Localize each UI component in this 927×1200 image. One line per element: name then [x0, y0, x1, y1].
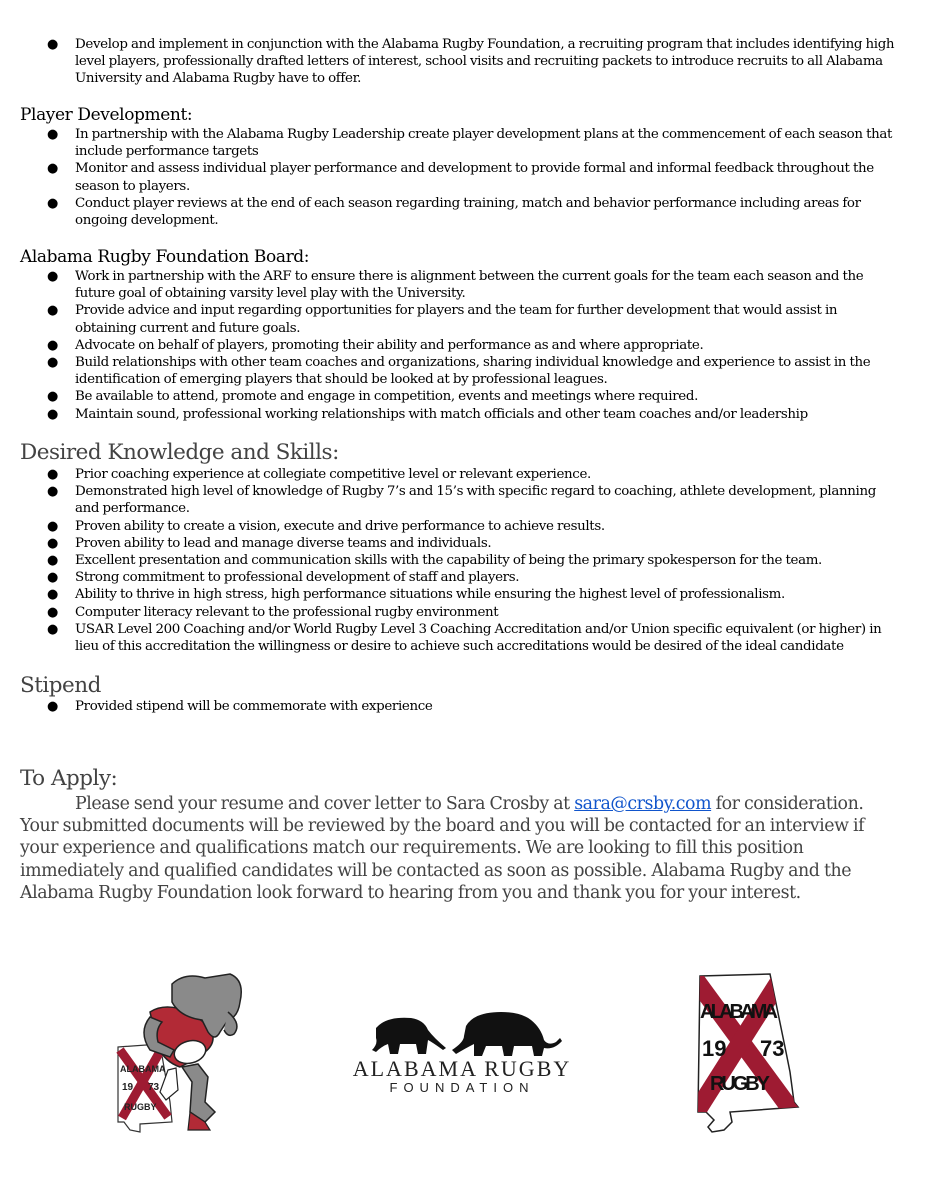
- bullet-icon: ●: [47, 535, 58, 551]
- section-heading-player-development: Player Development:: [20, 105, 193, 125]
- foundation-logo-title: ALABAMA RUGBY: [352, 1056, 572, 1081]
- list-item: ● Work in partnership with the ARF to ensure there is alignment between the current goals for the team each season and the future goal of obtaining varsity level play with the University.: [47, 269, 864, 302]
- list-item: ● Strong commitment to professional development of staff and players.: [47, 570, 520, 586]
- bullet-icon: ●: [47, 355, 58, 371]
- player-development-section: [0, 126, 927, 229]
- apply-paragraph: Please send your resume and cover letter to Sara Crosby at sara@crsby.com for consideration. Your submitted documents will be reviewed by the board and you will be contacted for an interview if your experience and qualifications match our requirements. We are looking to fill this position immediately and qualified candidates will be contacted as soon as possible. Alabama Rugby and the Alabama Rugby Foundation look forward to hearing from you and thank you for your interest.: [20, 794, 865, 903]
- section-heading-stipend: Stipend: [20, 673, 101, 698]
- email-link[interactable]: sara@crsby.com: [574, 794, 712, 814]
- list-item: ● USAR Level 200 Coaching and/or World Rugby Level 3 Coaching Accreditation and/or Union specific equivalent (or higher) in lieu of this accreditation the willingness or desire to achieve such accreditations would be desired of the ideal candidate: [47, 621, 882, 655]
- svg-text:ALABAMA: ALABAMA: [700, 1001, 778, 1023]
- intro-section: [0, 36, 927, 88]
- svg-text:ALABAMA: ALABAMA: [120, 1064, 166, 1074]
- stipend-section: [0, 698, 927, 715]
- svg-text:73: 73: [760, 1036, 785, 1061]
- svg-text:RUGBY: RUGBY: [710, 1073, 770, 1095]
- bullet-icon: ●: [47, 604, 58, 620]
- stipend-list: [0, 698, 927, 715]
- list-item: ● Proven ability to create a vision, execute and drive performance to achieve results.: [47, 518, 605, 534]
- list-item: ● Ability to thrive in high stress, high performance situations while ensuring the highest level of professionalism.: [47, 587, 785, 603]
- player-development-list: [0, 126, 927, 229]
- desired-skills-section: [0, 466, 927, 655]
- list-item: ● Provide advice and input regarding opportunities for players and the team for further development that would assist in obtaining current and future goals.: [47, 303, 838, 336]
- list-item: ● Advocate on behalf of players, promoting their ability and performance as and where appropriate.: [47, 337, 704, 353]
- list-item: ● Excellent presentation and communication skills with the capability of being the primary spokesperson for the team.: [47, 553, 822, 569]
- list-item: ● Monitor and assess individual player performance and development to provide formal and informal feedback throughout the season to players.: [47, 161, 874, 194]
- list-item: ● Develop and implement in conjunction with the Alabama Rugby Foundation, a recruiting program that includes identifying high level players, professionally drafted letters of interest, school visits and recruiting packets to introduce recruits to all Alabama University and Alabama Rugby have to offer.: [47, 37, 895, 87]
- foundation-board-list: [0, 268, 927, 423]
- list-item: ● Prior coaching experience at collegiate competitive level or relevant experience.: [47, 467, 591, 482]
- bullet-icon: ●: [47, 389, 58, 405]
- bullet-icon: ●: [47, 484, 58, 500]
- list-item: ● Maintain sound, professional working relationships with match officials and other team coaches and/or leadership: [47, 406, 808, 422]
- alabama-state-icon: [690, 972, 805, 1137]
- two-elephants-icon: [316, 1008, 608, 1058]
- bullet-icon: ●: [47, 699, 58, 714]
- bullet-icon: ●: [47, 406, 58, 422]
- foundation-board-section: [0, 268, 927, 423]
- intro-list: [0, 36, 927, 88]
- list-item: ● Demonstrated high level of knowledge of Rugby 7’s and 15’s with specific regard to coaching, athlete development, planning and performance.: [47, 484, 876, 517]
- list-item: ● In partnership with the Alabama Rugby Leadership create player development plans at the commencement of each season that include performance targets: [47, 127, 893, 160]
- bullet-icon: ●: [47, 161, 58, 177]
- section-heading-foundation-board: Alabama Rugby Foundation Board:: [20, 247, 310, 267]
- bullet-icon: ●: [47, 195, 58, 211]
- alabama-state-logo: [690, 972, 805, 1137]
- bullet-icon: ●: [47, 127, 58, 142]
- list-item: ● Be available to attend, promote and engage in competition, events and meetings where required.: [47, 389, 698, 405]
- svg-text:RUGBY: RUGBY: [124, 1102, 157, 1112]
- bullet-icon: ●: [47, 518, 58, 534]
- bullet-icon: ●: [47, 621, 58, 637]
- list-item: ● Build relationships with other team coaches and organizations, sharing individual knowledge and experience to assist in the identification of emerging players that should be looked at by professional leagues.: [47, 355, 871, 388]
- bullet-icon: ●: [47, 37, 58, 52]
- list-item: ● Computer literacy relevant to the professional rugby environment: [47, 604, 499, 620]
- section-heading-desired-skills: Desired Knowledge and Skills:: [20, 440, 339, 465]
- bullet-icon: ●: [47, 269, 58, 284]
- svg-text:19: 19: [702, 1036, 727, 1061]
- svg-text:73: 73: [148, 1082, 160, 1093]
- bullet-icon: ●: [47, 337, 58, 353]
- elephant-mascot-logo: [110, 972, 250, 1137]
- list-item: ● Proven ability to lead and manage diverse teams and individuals.: [47, 535, 492, 551]
- bullet-icon: ●: [47, 553, 58, 569]
- desired-skills-list: [0, 466, 927, 655]
- bullet-icon: ●: [47, 467, 58, 482]
- list-item: ● Conduct player reviews at the end of each season regarding training, match and behavior performance including areas for ongoing development.: [47, 195, 861, 229]
- bullet-icon: ●: [47, 303, 58, 319]
- elephant-mascot-icon: [110, 972, 250, 1137]
- list-item: ● Provided stipend will be commemorate with experience: [47, 699, 433, 714]
- bullet-icon: ●: [47, 587, 58, 603]
- bullet-icon: ●: [47, 570, 58, 586]
- section-heading-to-apply: To Apply:: [20, 766, 118, 791]
- foundation-logo-subtitle: FOUNDATION: [389, 1080, 535, 1095]
- foundation-logo: [316, 1008, 608, 1098]
- svg-text:19: 19: [122, 1082, 134, 1093]
